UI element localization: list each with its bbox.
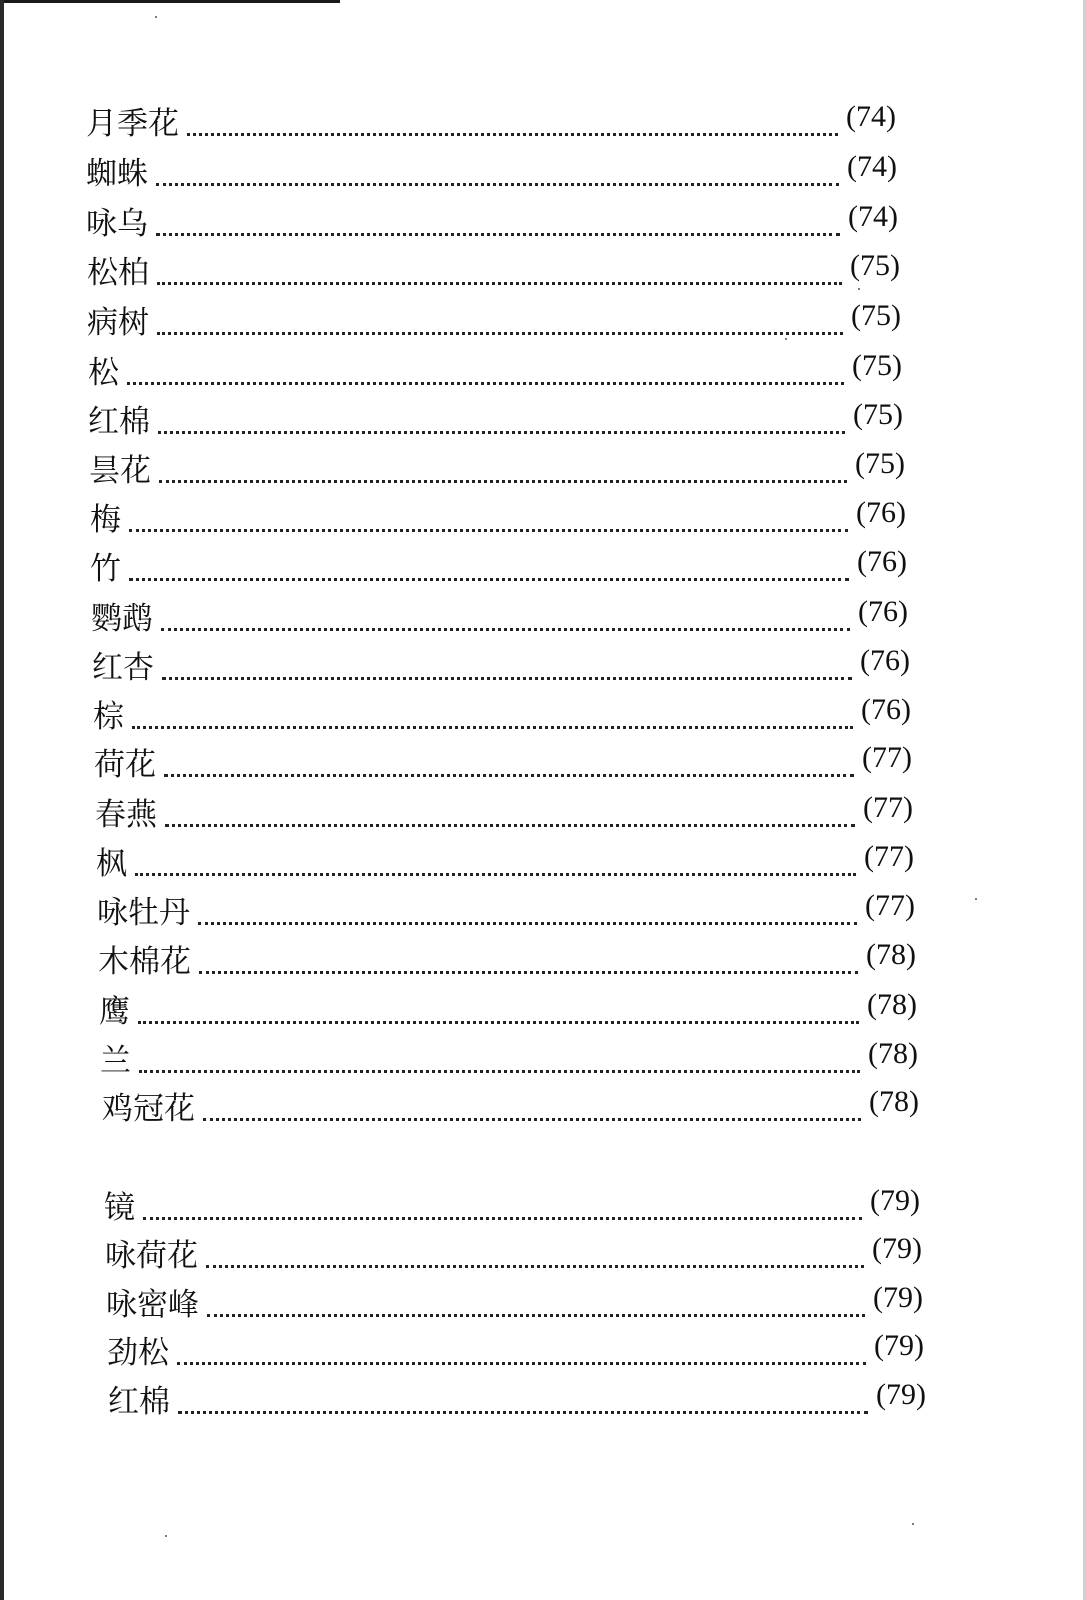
toc-entry[interactable] [105, 1234, 922, 1278]
toc-dot-leader [177, 1362, 866, 1365]
toc-dot-leader [143, 1217, 862, 1220]
toc-entry[interactable] [86, 102, 896, 146]
toc-entry-page: (77) [862, 741, 912, 774]
toc-entry-page: (79) [876, 1378, 926, 1411]
toc-entry-title: 咏密峰 [106, 1287, 199, 1323]
toc-entry-page: (74) [848, 200, 898, 233]
toc-dot-leader [198, 922, 857, 925]
toc-entry[interactable] [102, 1087, 919, 1131]
toc-entry-page: (77) [864, 840, 914, 873]
scan-speck [155, 16, 157, 18]
toc-entry[interactable] [98, 940, 916, 984]
toc-entry[interactable] [93, 695, 911, 739]
toc-entry[interactable] [100, 1039, 918, 1083]
toc-dot-leader [135, 873, 856, 876]
scan-speck [975, 898, 977, 900]
toc-entry[interactable] [86, 202, 898, 246]
toc-entry-page: (75) [855, 447, 905, 480]
toc-entry-title: 梅 [90, 502, 121, 538]
toc-entry-title: 木棉花 [98, 944, 191, 980]
scan-speck [912, 1523, 914, 1525]
toc-entry-title: 鹰 [99, 994, 130, 1030]
toc-entry-title: 鹦鹉 [91, 601, 153, 637]
toc-entry-page: (78) [867, 988, 917, 1021]
toc-entry-title: 镜 [104, 1190, 135, 1226]
toc-entry-title: 松柏 [87, 255, 149, 291]
toc-entry-page: (78) [869, 1085, 919, 1118]
toc-dot-leader [139, 1070, 860, 1073]
toc-dot-leader [158, 431, 845, 434]
toc-entry-page: (75) [853, 398, 903, 431]
toc-dot-leader [132, 726, 853, 729]
toc-dot-leader [162, 677, 852, 680]
toc-dot-leader [178, 1411, 868, 1414]
toc-entry-title: 兰 [100, 1043, 131, 1079]
toc-entry[interactable] [90, 547, 907, 591]
toc-entry-title: 咏荷花 [105, 1238, 198, 1274]
toc-entry[interactable] [92, 646, 910, 690]
toc-entry-title: 病树 [87, 305, 149, 341]
toc-entry-page: (78) [868, 1037, 918, 1070]
toc-entry[interactable] [86, 152, 897, 196]
toc-entry-title: 竹 [90, 551, 121, 587]
toc-entry-page: (74) [847, 150, 897, 183]
toc-entry[interactable] [95, 793, 913, 837]
toc-entry[interactable] [87, 251, 900, 295]
toc-entry[interactable] [91, 597, 908, 641]
toc-dot-leader [129, 529, 848, 532]
toc-entry-title: 松 [88, 355, 119, 391]
toc-entry[interactable] [96, 842, 914, 886]
toc-dot-leader [156, 183, 839, 186]
toc-entry[interactable] [90, 498, 906, 542]
toc-entry-page: (77) [863, 791, 913, 824]
toc-entry-title: 劲松 [107, 1335, 169, 1371]
toc-dot-leader [207, 1314, 865, 1317]
toc-dot-leader [161, 628, 850, 631]
toc-entry-page: (76) [860, 644, 910, 677]
toc-entry-title: 春燕 [95, 797, 157, 833]
toc-entry-page: (76) [858, 595, 908, 628]
toc-entry-title: 蜘蛛 [86, 156, 148, 192]
toc-dot-leader [165, 824, 855, 827]
toc-entry-page: (78) [866, 938, 916, 971]
toc-entry[interactable] [94, 743, 912, 787]
toc-entry-page: (79) [873, 1281, 923, 1314]
toc-entry[interactable] [88, 351, 902, 395]
toc-dot-leader [157, 282, 842, 285]
scan-speck [858, 288, 860, 290]
toc-dot-leader [127, 382, 844, 385]
toc-entry-title: 荷花 [94, 747, 156, 783]
toc-entry-title: 咏牡丹 [97, 895, 190, 931]
scan-speck [165, 1535, 167, 1537]
toc-dot-leader [203, 1118, 861, 1121]
toc-entry-title: 红棉 [88, 404, 150, 440]
toc-entry[interactable] [104, 1186, 920, 1230]
toc-entry-page: (75) [850, 249, 900, 282]
toc-dot-leader [164, 774, 854, 777]
toc-entry[interactable] [97, 891, 915, 935]
toc-entry-page: (77) [865, 889, 915, 922]
toc-entry-page: (79) [872, 1232, 922, 1265]
toc-entry-page: (79) [870, 1184, 920, 1217]
scan-speck [785, 338, 787, 340]
toc-entry-title: 棕 [93, 699, 124, 735]
toc-dot-leader [129, 578, 849, 581]
toc-entry[interactable] [89, 449, 905, 493]
toc-dot-leader [159, 480, 847, 483]
toc-entry-title: 咏乌 [86, 206, 148, 242]
toc-entry-page: (76) [856, 496, 906, 529]
toc-entry-page: (75) [851, 299, 901, 332]
toc-entry-title: 红棉 [108, 1384, 170, 1420]
toc-entry[interactable] [99, 990, 917, 1034]
toc-dot-leader [199, 971, 858, 974]
toc-entry-title: 枫 [96, 846, 127, 882]
toc-dot-leader [187, 133, 838, 136]
toc-dot-leader [138, 1021, 859, 1024]
toc-entry-page: (76) [861, 693, 911, 726]
toc-entry-title: 鸡冠花 [102, 1091, 195, 1127]
toc-entry-title: 红杏 [92, 650, 154, 686]
toc-entry[interactable] [107, 1331, 924, 1375]
toc-entry[interactable] [106, 1283, 923, 1327]
toc-entry-page: (74) [846, 100, 896, 133]
toc-entry[interactable] [88, 400, 903, 444]
toc-dot-leader [206, 1265, 864, 1268]
toc-entry[interactable] [87, 301, 901, 345]
toc-entry-page: (75) [852, 349, 902, 382]
toc-entry-title: 月季花 [86, 106, 179, 142]
toc-entry-page: (76) [857, 545, 907, 578]
toc-entry-title: 昙花 [89, 453, 151, 489]
toc-dot-leader [156, 233, 840, 236]
toc-dot-leader [157, 332, 843, 335]
toc-entry[interactable] [108, 1380, 926, 1424]
toc-entry-page: (79) [874, 1329, 924, 1362]
